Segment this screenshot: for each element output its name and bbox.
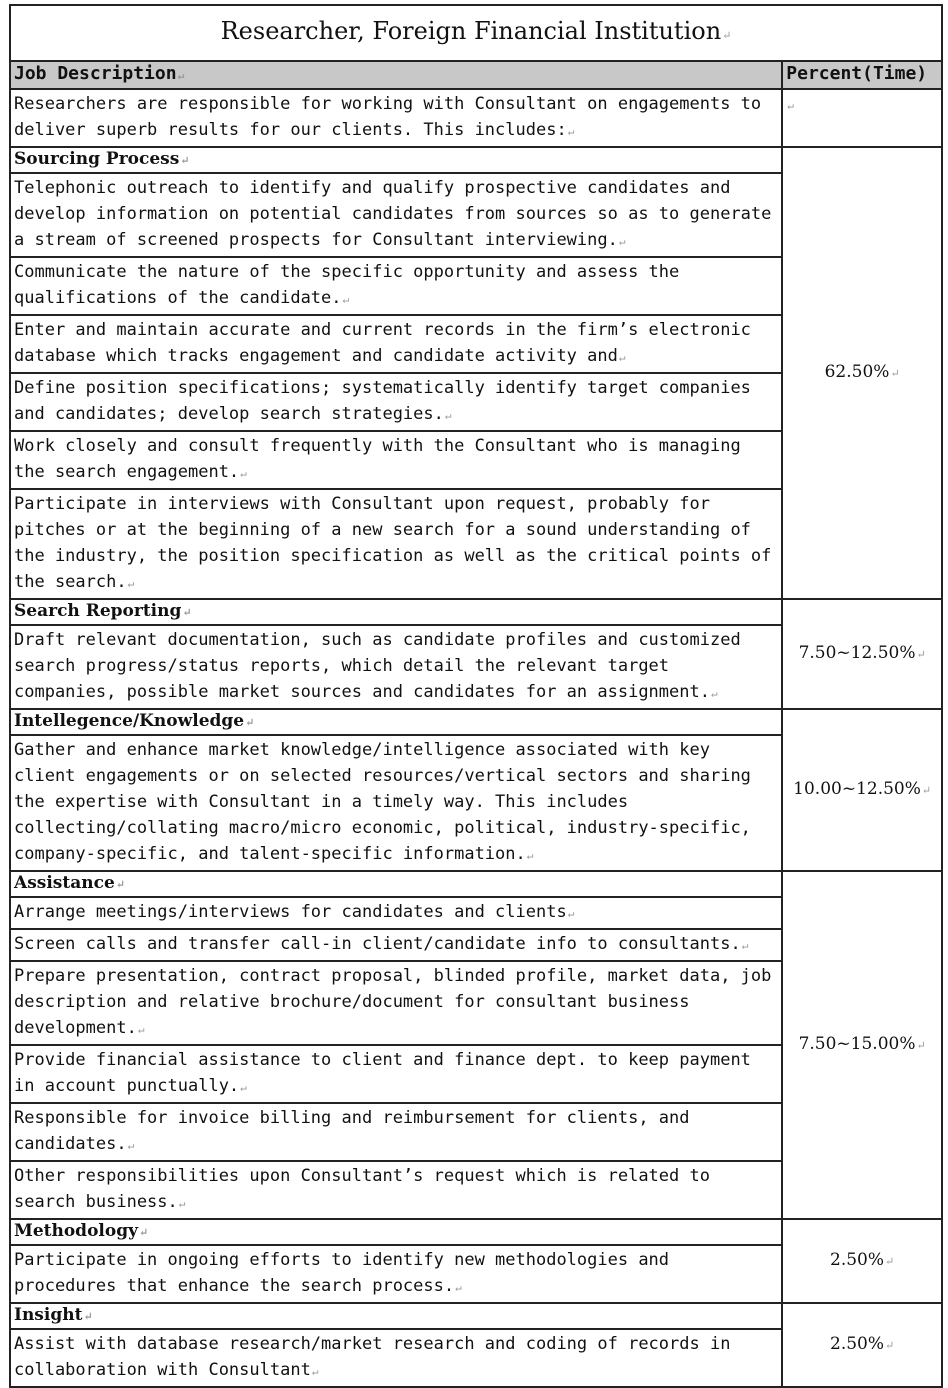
percent-time-header-text: Percent(Time)	[786, 63, 928, 84]
list-item: Prepare presentation, contract proposal, blinded profile, market data, job description and relative brochure/document for consultant business development.	[14, 966, 772, 1038]
list-item: Telephonic outreach to identify and qualify prospective candidates and develop information on potential candidates from sources so as to generate a stream of screened prospects for Consultant interviewing.	[14, 178, 772, 250]
section-heading-intelligence: Intellegence/Knowledge↵	[10, 709, 782, 735]
section-name-reporting: Search Reporting	[14, 601, 182, 621]
assistance-item-2: Screen calls and transfer call-in client/candidate info to consultants.↵	[10, 929, 782, 961]
percent-value-insight: 2.50%	[830, 1334, 885, 1354]
assistance-item-3: Prepare presentation, contract proposal, blinded profile, market data, job description and relative brochure/document for consultant business development.↵	[10, 961, 782, 1045]
section-heading-assistance: Assistance↵	[10, 871, 782, 897]
percent-insight: 2.50%↵	[782, 1303, 942, 1387]
section-row-methodology	[10, 1219, 942, 1245]
intro-percent: ↵	[782, 89, 942, 147]
list-item: Work closely and consult frequently with the Consultant who is managing the search engagement.	[14, 436, 741, 482]
assistance-item-6: Other responsibilities upon Consultant’s request which is related to search business.↵	[10, 1161, 782, 1219]
section-name-methodology: Methodology	[14, 1221, 138, 1241]
section-row-insight	[10, 1303, 942, 1329]
percent-value-reporting: 7.50~12.50%	[798, 643, 916, 663]
list-item: Define position specifications; systematically identify target companies and candidates; develop search strategies.	[14, 378, 751, 424]
table-title: Researcher, Foreign Financial Institution↵	[10, 5, 942, 61]
intro-text-content: Researchers are responsible for working with Consultant on engagements to deliver superb results for our clients. This includes:	[14, 94, 762, 140]
section-row-sourcing	[10, 147, 942, 173]
assistance-item-1: Arrange meetings/interviews for candidates and clients↵	[10, 897, 782, 929]
percent-methodology: 2.50%↵	[782, 1219, 942, 1303]
percent-reporting: 7.50~12.50%↵	[782, 599, 942, 709]
sourcing-item-3: Enter and maintain accurate and current records in the firm’s electronic database which tracks engagement and candidate activity and↵	[10, 315, 782, 373]
job-description-header-text: Job Description	[14, 63, 177, 84]
section-heading-methodology: Methodology↵	[10, 1219, 782, 1245]
section-heading-sourcing: Sourcing Process↵	[10, 147, 782, 173]
section-name-insight: Insight	[14, 1305, 83, 1325]
list-item: Gather and enhance market knowledge/intelligence associated with key client engagements or on selected resources/vertical sectors and sharing the expertise with Consultant in a timely way. This includes collecting/collating macro/micro economic, political, industry-specific, company-specific, and talent-specific information.	[14, 740, 751, 864]
percent-time-header	[782, 61, 942, 89]
list-item: Draft relevant documentation, such as candidate profiles and customized search progress/status reports, which detail the relevant target companies, possible market sources and candidates for an assignment.	[14, 630, 741, 702]
header-row	[10, 61, 942, 89]
percent-value-intelligence: 10.00~12.50%	[793, 779, 921, 799]
intelligence-item-1: Gather and enhance market knowledge/intelligence associated with key client engagements or on selected resources/vertical sectors and sharing the expertise with Consultant in a timely way. This includes collecting/collating macro/micro economic, political, industry-specific, company-specific, and talent-specific information.↵	[10, 735, 782, 871]
list-item: Communicate the nature of the specific opportunity and assess the qualifications of the candidate.	[14, 262, 680, 308]
section-heading-insight: Insight↵	[10, 1303, 782, 1329]
methodology-item-1: Participate in ongoing efforts to identify new methodologies and procedures that enhance the search process.↵	[10, 1245, 782, 1303]
intro-row	[10, 89, 942, 147]
section-row-assistance	[10, 871, 942, 897]
sourcing-item-5: Work closely and consult frequently with the Consultant who is managing the search engagement.↵	[10, 431, 782, 489]
section-heading-reporting: Search Reporting↵	[10, 599, 782, 625]
list-item: Enter and maintain accurate and current records in the firm’s electronic database which tracks engagement and candidate activity and	[14, 320, 751, 366]
section-name-assistance: Assistance	[14, 873, 115, 893]
sourcing-item-6: Participate in interviews with Consultant upon request, probably for pitches or at the beginning of a new search for a sound understanding of the industry, the position specification as well as the critical points of the search.↵	[10, 489, 782, 599]
sourcing-item-4: Define position specifications; systematically identify target companies and candidates; develop search strategies.↵	[10, 373, 782, 431]
title-row	[10, 5, 942, 61]
section-name-intelligence: Intellegence/Knowledge	[14, 711, 245, 731]
percent-value-assistance: 7.50~15.00%	[798, 1034, 916, 1054]
intro-text: Researchers are responsible for working with Consultant on engagements to deliver superb results for our clients. This includes:↵	[10, 89, 782, 147]
percent-intelligence: 10.00~12.50%↵	[782, 709, 942, 871]
list-item: Participate in interviews with Consultant upon request, probably for pitches or at the beginning of a new search for a sound understanding of the industry, the position specification as well as the critical points of the search.	[14, 494, 772, 592]
list-item: Provide financial assistance to client and finance dept. to keep payment in account punctually.	[14, 1050, 751, 1096]
list-item: Responsible for invoice billing and reimbursement for clients, and candidates.	[14, 1108, 690, 1154]
list-item: Other responsibilities upon Consultant’s request which is related to search business.	[14, 1166, 710, 1212]
assistance-item-5: Responsible for invoice billing and reimbursement for clients, and candidates.↵	[10, 1103, 782, 1161]
list-item: Participate in ongoing efforts to identify new methodologies and procedures that enhance the search process.	[14, 1250, 670, 1296]
reporting-item-1: Draft relevant documentation, such as candidate profiles and customized search progress/status reports, which detail the relevant target companies, possible market sources and candidates for an assignment.↵	[10, 625, 782, 709]
percent-assistance: 7.50~15.00%↵	[782, 871, 942, 1219]
list-item: Screen calls and transfer call-in client/candidate info to consultants.	[14, 934, 741, 954]
assistance-item-4: Provide financial assistance to client and finance dept. to keep payment in account punctually.↵	[10, 1045, 782, 1103]
job-description-header: Job Description↵	[10, 61, 782, 89]
section-name-sourcing: Sourcing Process	[14, 149, 180, 169]
list-item: Arrange meetings/interviews for candidates and clients	[14, 902, 567, 922]
percent-sourcing: 62.50%↵	[782, 147, 942, 599]
job-description-table	[9, 4, 943, 1388]
sourcing-item-1: Telephonic outreach to identify and qualify prospective candidates and develop information on potential candidates from sources so as to generate a stream of screened prospects for Consultant interviewing.↵	[10, 173, 782, 257]
title-text: Researcher, Foreign Financial Institution	[220, 16, 722, 45]
list-item: Assist with database research/market research and coding of records in collaboration with Consultant	[14, 1334, 731, 1380]
insight-item-1: Assist with database research/market research and coding of records in collaboration with Consultant↵	[10, 1329, 782, 1387]
percent-value-sourcing: 62.50%	[824, 362, 890, 382]
sourcing-item-2: Communicate the nature of the specific opportunity and assess the qualifications of the candidate.↵	[10, 257, 782, 315]
percent-value-methodology: 2.50%	[830, 1250, 885, 1270]
section-row-reporting	[10, 599, 942, 625]
section-row-intelligence	[10, 709, 942, 735]
